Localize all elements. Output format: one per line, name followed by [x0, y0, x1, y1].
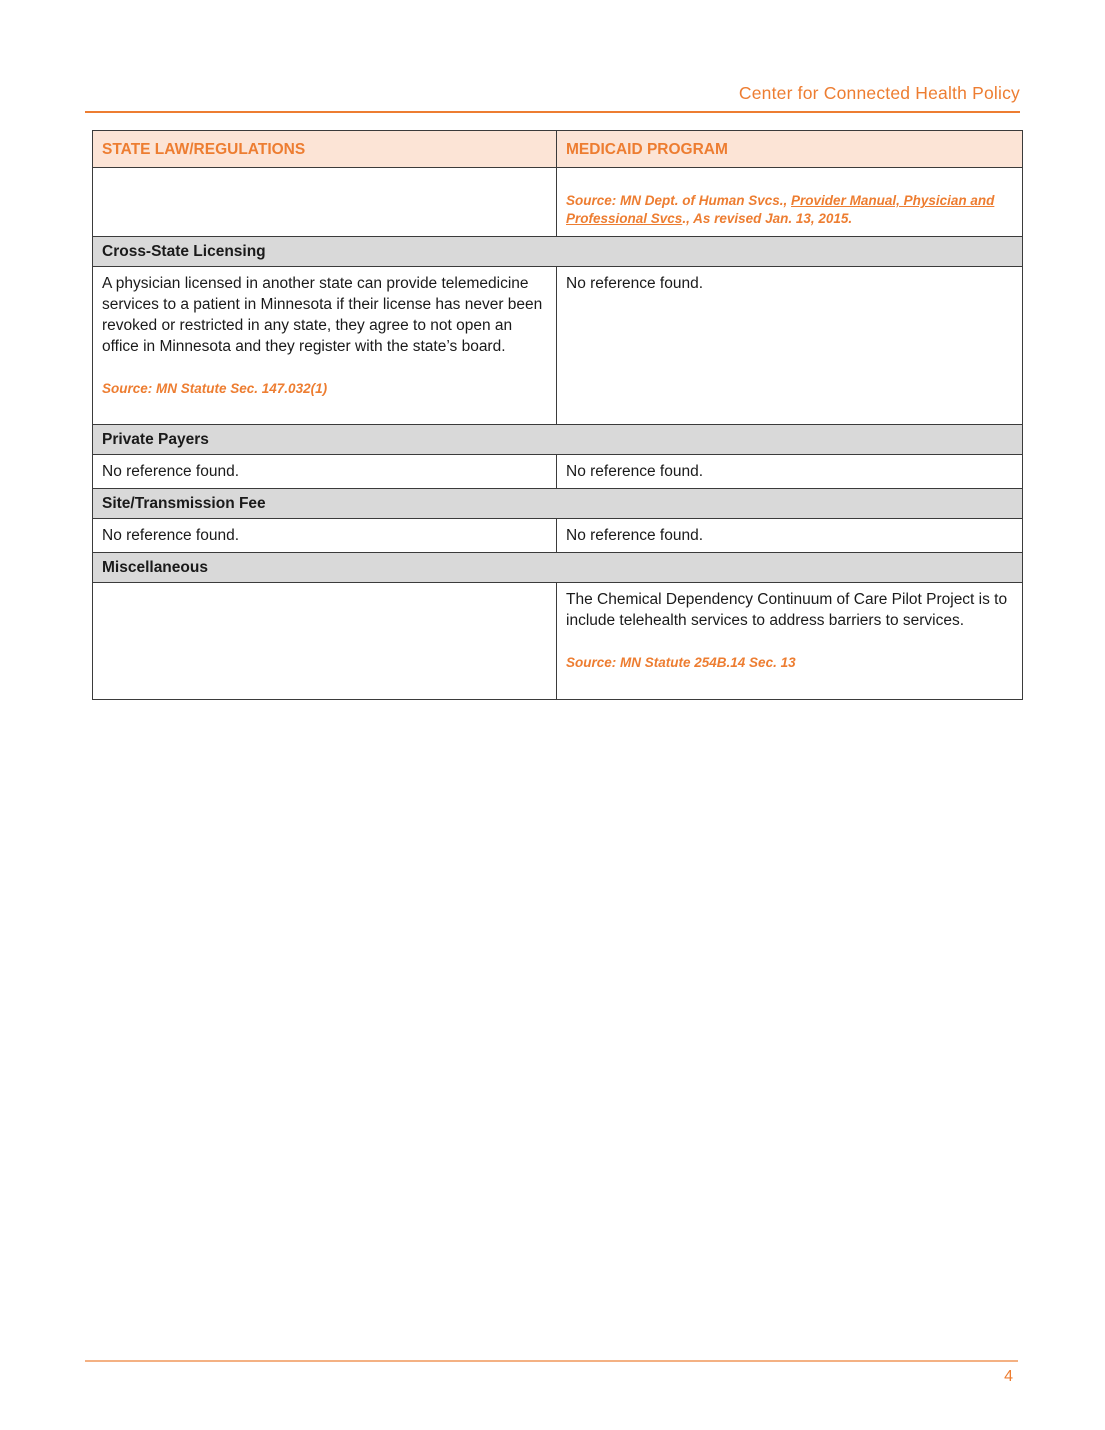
section-title-cross-state-licensing: Cross-State Licensing [93, 237, 1023, 267]
site-transmission-medicaid-cell [557, 519, 1023, 553]
private-payers-medicaid-text: No reference found. [566, 463, 704, 480]
source-text-suffix: ., As revised Jan. 13, 2015. [682, 211, 853, 226]
policy-table [92, 130, 1023, 700]
header-rule [85, 111, 1020, 113]
section-row-site-transmission-fee [93, 489, 1023, 519]
medicaid-source-cell [557, 168, 1023, 237]
provider-manual-link[interactable]: Provider Manual, Physician and Professional Svcs [566, 193, 995, 226]
medicaid-source-row [93, 168, 1023, 237]
site-transmission-state-law-text: No reference found. [102, 527, 240, 544]
section-row-cross-state-licensing [93, 237, 1023, 267]
private-payers-medicaid-cell [557, 455, 1023, 489]
header-title: Center for Connected Health Policy [738, 83, 1020, 103]
table-header-row [93, 131, 1023, 168]
cross-state-content-row [93, 267, 1023, 425]
miscellaneous-medicaid-cell [557, 583, 1023, 700]
site-transmission-medicaid-text: No reference found. [566, 527, 704, 544]
section-title-miscellaneous: Miscellaneous [93, 553, 1023, 583]
section-row-private-payers [93, 425, 1023, 455]
medicaid-source-citation [566, 192, 1013, 228]
private-payers-content-row [93, 455, 1023, 489]
section-title-private-payers: Private Payers [93, 425, 1023, 455]
miscellaneous-state-law-cell [93, 583, 557, 700]
cross-state-medicaid-cell [557, 267, 1023, 425]
miscellaneous-content-row [93, 583, 1023, 700]
private-payers-state-law-cell [93, 455, 557, 489]
cross-state-state-law-text: A physician licensed in another state can provide telemedicine services to a patient in Minnesota if their license has never been revoked or restricted in any state, they agree to not open an office in Minnesota and they register with the state’s board. [102, 275, 543, 355]
site-transmission-content-row [93, 519, 1023, 553]
source-text-prefix: Source: MN Dept. of Human Svcs., [566, 193, 792, 208]
private-payers-state-law-text: No reference found. [102, 463, 240, 480]
site-transmission-state-law-cell [93, 519, 557, 553]
column-header-medicaid: MEDICAID PROGRAM [557, 131, 1023, 168]
page-number: 4 [1004, 1368, 1013, 1385]
section-row-miscellaneous [93, 553, 1023, 583]
cross-state-medicaid-text: No reference found. [566, 275, 704, 292]
section-title-site-transmission-fee: Site/Transmission Fee [93, 489, 1023, 519]
miscellaneous-medicaid-text: The Chemical Dependency Continuum of Care Pilot Project is to include telehealth services to address barriers to services. [566, 591, 1008, 629]
state-law-empty-cell [93, 168, 557, 237]
cross-state-state-law-cell [93, 267, 557, 425]
miscellaneous-source-citation: Source: MN Statute 254B.14 Sec. 13 [566, 655, 796, 670]
column-header-state-law: STATE LAW/REGULATIONS [93, 131, 557, 168]
cross-state-source-citation: Source: MN Statute Sec. 147.032(1) [102, 381, 328, 396]
footer-rule [85, 1360, 1018, 1362]
